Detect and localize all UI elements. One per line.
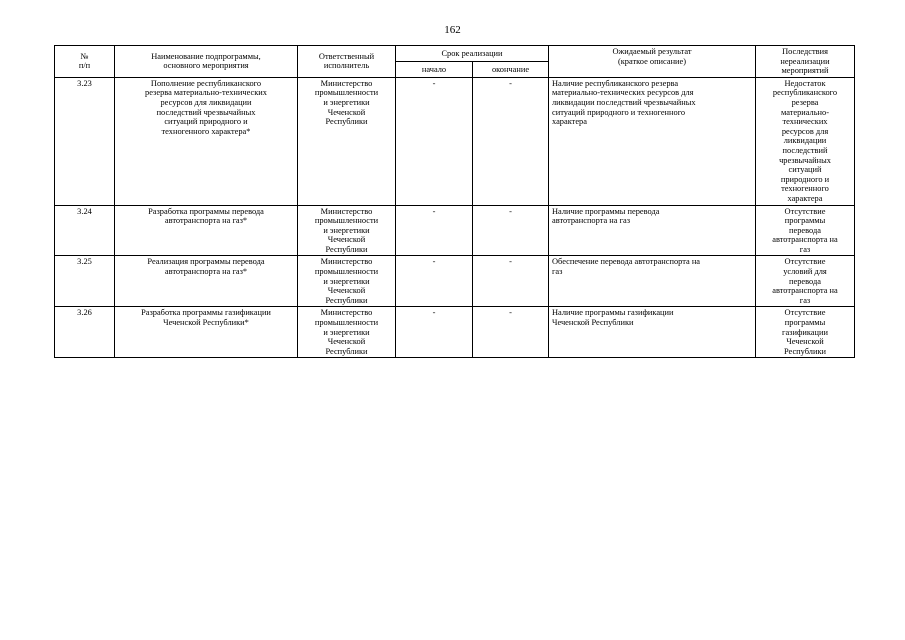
program-table xyxy=(54,45,855,358)
table-row xyxy=(55,256,855,307)
cell-end: - xyxy=(473,256,549,307)
cell-executor: Министерство промышленности и энергетики Чеченской Республики xyxy=(298,256,396,307)
cell-name: Пополнение республиканского резерва материально-технических ресурсов для ликвидации последствий чрезвычайных ситуаций природного и техногенного характера* xyxy=(115,77,298,205)
header-num: № п/п xyxy=(55,46,115,78)
cell-name: Реализация программы перевода автотранспорта на газ* xyxy=(115,256,298,307)
cell-start: - xyxy=(396,307,473,358)
header-row-1 xyxy=(55,46,855,62)
table-row xyxy=(55,205,855,256)
cell-name: Разработка программы перевода автотранспорта на газ* xyxy=(115,205,298,256)
cell-consequences: Недостаток республиканского резерва материально- технических ресурсов для ликвидации последствий чрезвычайных ситуаций природного и техногенного характера xyxy=(756,77,855,205)
cell-executor: Министерство промышленности и энергетики Чеченской Республики xyxy=(298,307,396,358)
cell-result: Наличие программы газификации Чеченской Республики xyxy=(549,307,756,358)
cell-consequences: Отсутствие условий для перевода автотранспорта на газ xyxy=(756,256,855,307)
cell-name: Разработка программы газификации Чеченской Республики* xyxy=(115,307,298,358)
cell-start: - xyxy=(396,205,473,256)
cell-consequences: Отсутствие программы перевода автотранспорта на газ xyxy=(756,205,855,256)
cell-end: - xyxy=(473,77,549,205)
cell-result: Наличие программы перевода автотранспорта на газ xyxy=(549,205,756,256)
cell-num: 3.25 xyxy=(55,256,115,307)
cell-num: 3.26 xyxy=(55,307,115,358)
page-number: 162 xyxy=(444,24,461,36)
cell-result: Наличие республиканского резерва материально-технических ресурсов для ликвидации последствий чрезвычайных ситуаций природного и техногенного характера xyxy=(549,77,756,205)
cell-executor: Министерство промышленности и энергетики Чеченской Республики xyxy=(298,77,396,205)
cell-num: 3.23 xyxy=(55,77,115,205)
header-executor: Ответственный исполнитель xyxy=(298,46,396,78)
header-result: Ожидаемый результат (краткое описание) xyxy=(549,46,756,78)
cell-start: - xyxy=(396,256,473,307)
table-row xyxy=(55,307,855,358)
table-row xyxy=(55,77,855,205)
header-consequences: Последствия нереализации мероприятий xyxy=(756,46,855,78)
cell-num: 3.24 xyxy=(55,205,115,256)
cell-end: - xyxy=(473,205,549,256)
cell-end: - xyxy=(473,307,549,358)
cell-start: - xyxy=(396,77,473,205)
header-end: окончание xyxy=(473,61,549,77)
cell-result: Обеспечение перевода автотранспорта на газ xyxy=(549,256,756,307)
cell-executor: Министерство промышленности и энергетики Чеченской Республики xyxy=(298,205,396,256)
header-start: начало xyxy=(396,61,473,77)
header-name: Наименование подпрограммы, основного мероприятия xyxy=(115,46,298,78)
cell-consequences: Отсутствие программы газификации Чеченской Республики xyxy=(756,307,855,358)
header-period: Срок реализации xyxy=(396,46,549,62)
